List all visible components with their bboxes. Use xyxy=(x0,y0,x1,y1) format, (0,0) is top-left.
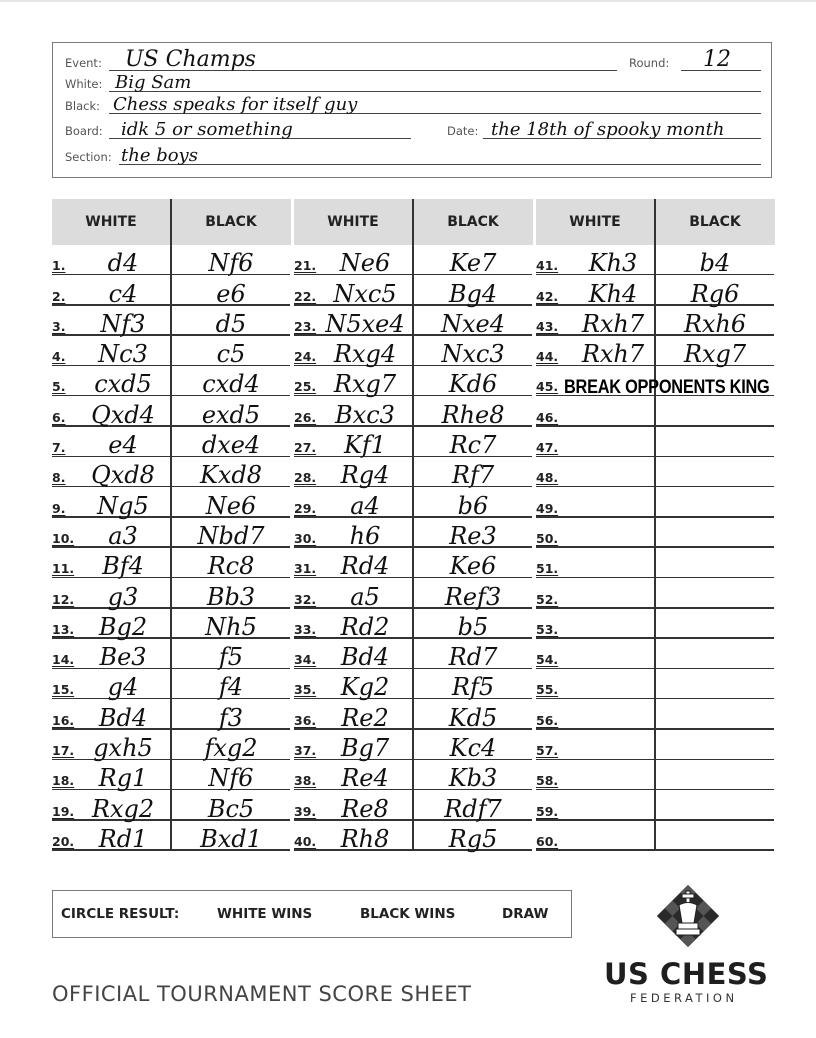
move-number: 32. xyxy=(294,591,317,607)
white-move[interactable]: a5 xyxy=(350,582,380,611)
sheet-title: OFFICIAL TOURNAMENT SCORE SHEET xyxy=(52,982,472,1006)
event-value[interactable]: US Champs xyxy=(125,47,256,72)
move-number: 14. xyxy=(52,652,75,668)
black-wins-option[interactable]: BLACK WINS xyxy=(360,906,456,922)
move-number: 57. xyxy=(536,743,559,759)
white-move[interactable]: Rxg7 xyxy=(333,370,397,399)
round-label: Round: xyxy=(629,56,670,70)
white-move[interactable]: Rxg4 xyxy=(333,340,397,369)
move-number: 34. xyxy=(294,652,317,668)
section-line xyxy=(119,164,761,165)
move-number: 48. xyxy=(536,470,559,486)
move-number: 24. xyxy=(294,349,317,365)
move-number: 27. xyxy=(294,440,317,456)
white-move[interactable]: Rxh7 xyxy=(581,340,645,369)
move-number: 44. xyxy=(536,349,559,365)
move-row xyxy=(294,397,532,427)
board-row xyxy=(65,117,765,141)
move-number: 2. xyxy=(52,288,66,304)
board-label: Board: xyxy=(65,124,103,138)
move-row xyxy=(536,639,774,669)
black-move[interactable]: Rg6 xyxy=(690,279,740,308)
move-number: 43. xyxy=(536,318,559,334)
white-move[interactable]: N5xe4 xyxy=(325,309,405,338)
move-row xyxy=(52,730,290,763)
white-move[interactable]: Re2 xyxy=(341,703,389,732)
black-move[interactable]: f4 xyxy=(218,673,244,702)
move-row xyxy=(536,518,774,548)
move-row xyxy=(536,578,774,608)
black-move[interactable]: Nxe4 xyxy=(440,309,505,338)
move-number: 54. xyxy=(536,652,559,668)
white-move[interactable]: Kf1 xyxy=(343,431,387,460)
move-row xyxy=(294,548,532,581)
move-row xyxy=(536,730,774,760)
move-number: 11. xyxy=(52,561,75,577)
move-number: 20. xyxy=(52,833,75,849)
black-move[interactable]: cxd4 xyxy=(202,370,260,399)
white-move[interactable]: Nf3 xyxy=(100,309,146,338)
move-row xyxy=(294,821,532,851)
move-row xyxy=(294,427,532,460)
white-move[interactable]: Bg7 xyxy=(340,734,390,763)
move-row xyxy=(52,457,290,490)
white-move[interactable]: Rd4 xyxy=(340,552,390,581)
black-move[interactable]: exd5 xyxy=(201,400,261,429)
white-move[interactable]: Kh4 xyxy=(588,279,638,308)
move-row xyxy=(52,336,290,369)
move-number: 9. xyxy=(52,500,66,516)
move-number: 8. xyxy=(52,470,66,486)
move-number: 33. xyxy=(294,621,317,637)
move-row xyxy=(294,669,532,702)
move-row xyxy=(52,609,290,639)
black-move[interactable]: Rg5 xyxy=(448,824,498,853)
black-move[interactable]: b4 xyxy=(699,249,731,278)
black-move[interactable]: Rhe8 xyxy=(441,400,505,429)
white-wins-option[interactable]: WHITE WINS xyxy=(217,906,313,922)
move-row xyxy=(52,306,290,336)
move-row xyxy=(52,548,290,581)
result-label: CIRCLE RESULT: xyxy=(61,906,180,922)
black-move[interactable]: f5 xyxy=(218,643,244,672)
black-move[interactable]: Nh5 xyxy=(205,612,257,641)
white-move[interactable]: Ne6 xyxy=(339,249,391,278)
move-number: 19. xyxy=(52,803,75,819)
white-move[interactable]: Re4 xyxy=(341,764,389,793)
move-column xyxy=(52,199,290,851)
move-number: 3. xyxy=(52,318,66,334)
white-move[interactable]: Bd4 xyxy=(340,643,390,672)
white-move[interactable]: Bd4 xyxy=(98,703,148,732)
board-value[interactable]: idk 5 or something xyxy=(121,119,293,140)
move-number: 59. xyxy=(536,803,559,819)
black-move[interactable]: Nf6 xyxy=(208,249,254,278)
white-move[interactable]: Bg2 xyxy=(98,612,148,641)
white-move[interactable]: h6 xyxy=(349,521,381,550)
move-number: 31. xyxy=(294,561,317,577)
black-move[interactable]: Bg4 xyxy=(448,279,498,308)
move-number: 41. xyxy=(536,258,559,274)
move-row xyxy=(536,548,774,578)
white-move[interactable]: Qxd8 xyxy=(91,461,155,490)
overlay-annotation: BREAK OPPONENTS KING xyxy=(564,377,770,398)
move-row xyxy=(536,487,774,517)
date-label: Date: xyxy=(447,124,479,138)
move-number: 51. xyxy=(536,561,559,577)
move-number: 30. xyxy=(294,530,317,546)
white-move[interactable]: Ng5 xyxy=(97,491,149,520)
move-row xyxy=(52,790,290,823)
black-move[interactable]: f3 xyxy=(218,703,244,732)
move-row xyxy=(52,275,290,308)
row-underline xyxy=(536,849,774,851)
move-number: 56. xyxy=(536,712,559,728)
move-row xyxy=(294,790,532,823)
move-number: 38. xyxy=(294,773,317,789)
black-move[interactable]: Rd7 xyxy=(448,643,498,672)
brand-subtitle: FEDERATION xyxy=(630,991,738,1005)
result-box xyxy=(52,890,572,938)
white-move[interactable]: e4 xyxy=(108,431,138,460)
move-row xyxy=(294,275,532,308)
white-player-value[interactable]: Big Sam xyxy=(115,72,192,93)
white-move[interactable]: Rxh7 xyxy=(581,309,645,338)
white-move[interactable]: d4 xyxy=(107,249,139,278)
white-move[interactable]: g4 xyxy=(107,673,139,702)
white-move[interactable]: Be3 xyxy=(99,643,147,672)
move-number: 60. xyxy=(536,833,559,849)
date-value[interactable]: the 18th of spooky month xyxy=(491,119,725,140)
move-row xyxy=(294,609,532,639)
move-row xyxy=(52,487,290,520)
black-player-value[interactable]: Chess speaks for itself guy xyxy=(113,94,358,115)
move-row xyxy=(536,457,774,487)
section-label: Section: xyxy=(65,150,112,164)
chess-king-diamond-icon xyxy=(655,883,721,953)
black-move[interactable]: Kb3 xyxy=(448,764,498,793)
black-move[interactable]: Ke6 xyxy=(449,552,497,581)
move-number: 52. xyxy=(536,591,559,607)
move-number: 40. xyxy=(294,833,317,849)
move-row xyxy=(536,669,774,699)
move-row xyxy=(536,427,774,457)
black-move[interactable]: Ke7 xyxy=(449,249,497,278)
move-row xyxy=(52,639,290,672)
move-number: 45. xyxy=(536,379,559,395)
move-number: 39. xyxy=(294,803,317,819)
section-value[interactable]: the boys xyxy=(121,145,198,166)
white-move[interactable]: Kg2 xyxy=(340,673,390,702)
white-move[interactable]: Bf4 xyxy=(102,552,144,581)
black-move[interactable]: Re3 xyxy=(449,521,497,550)
move-row xyxy=(52,669,290,702)
move-number: 21. xyxy=(294,258,317,274)
black-move[interactable]: Kxd8 xyxy=(199,461,263,490)
move-row xyxy=(536,275,774,308)
white-move[interactable]: cxd5 xyxy=(94,370,152,399)
move-row xyxy=(294,457,532,490)
black-move[interactable]: Rxg7 xyxy=(683,340,747,369)
move-row xyxy=(536,306,774,336)
move-number: 26. xyxy=(294,409,317,425)
move-number: 53. xyxy=(536,621,559,637)
event-label: Event: xyxy=(65,56,102,70)
move-number: 58. xyxy=(536,773,559,789)
black-move[interactable]: Kc4 xyxy=(449,734,497,763)
move-row xyxy=(294,245,532,278)
white-move[interactable]: g3 xyxy=(107,582,139,611)
black-move[interactable]: b5 xyxy=(457,612,489,641)
move-row xyxy=(52,578,290,611)
white-move[interactable]: Qxd4 xyxy=(91,400,155,429)
white-move[interactable]: Nxc5 xyxy=(333,279,397,308)
move-row xyxy=(52,760,290,793)
move-number: 46. xyxy=(536,409,559,425)
move-number: 47. xyxy=(536,440,559,456)
move-row xyxy=(294,306,532,336)
white-move[interactable]: Rg4 xyxy=(340,461,390,490)
move-row xyxy=(536,821,774,851)
move-row xyxy=(536,245,774,278)
black-move[interactable]: c5 xyxy=(216,340,246,369)
white-move[interactable]: Rxg2 xyxy=(91,794,155,823)
move-row xyxy=(294,578,532,611)
move-number: 4. xyxy=(52,349,66,365)
move-row xyxy=(536,397,774,427)
black-column-header: BLACK xyxy=(171,199,291,245)
white-move[interactable]: Re8 xyxy=(341,794,389,823)
move-number: 36. xyxy=(294,712,317,728)
black-move[interactable]: Kd5 xyxy=(448,703,498,732)
black-move[interactable]: d5 xyxy=(215,309,247,338)
move-row xyxy=(52,700,290,730)
move-number: 49. xyxy=(536,500,559,516)
black-row xyxy=(65,92,765,116)
black-move[interactable]: Ne6 xyxy=(205,491,257,520)
black-move[interactable]: Rdf7 xyxy=(444,794,502,823)
black-move[interactable]: Kd6 xyxy=(448,370,498,399)
draw-option[interactable]: DRAW xyxy=(502,906,549,922)
game-info-box xyxy=(52,42,772,178)
move-row xyxy=(536,700,774,730)
black-column-header: BLACK xyxy=(413,199,533,245)
move-number: 23. xyxy=(294,318,317,334)
move-number: 29. xyxy=(294,500,317,516)
move-row xyxy=(52,821,290,851)
move-number: 55. xyxy=(536,682,559,698)
move-row xyxy=(536,790,774,820)
black-move[interactable]: Rxh6 xyxy=(683,309,747,338)
white-move[interactable]: a3 xyxy=(108,521,138,550)
move-number: 25. xyxy=(294,379,317,395)
move-number: 10. xyxy=(52,530,75,546)
white-move[interactable]: Bxc3 xyxy=(335,400,395,429)
brand-name: US CHESS xyxy=(604,957,769,991)
white-move[interactable]: c4 xyxy=(108,279,138,308)
move-row xyxy=(294,366,532,399)
black-move[interactable]: Rc8 xyxy=(207,552,255,581)
white-column-header: WHITE xyxy=(52,199,170,245)
move-row xyxy=(294,730,532,763)
move-number: 12. xyxy=(52,591,75,607)
move-row xyxy=(52,366,290,399)
black-move[interactable]: e6 xyxy=(216,279,246,308)
black-move[interactable]: Ref3 xyxy=(444,582,502,611)
move-number: 17. xyxy=(52,743,75,759)
section-row xyxy=(65,143,765,167)
move-row xyxy=(536,336,774,369)
white-column-header: WHITE xyxy=(294,199,412,245)
black-move[interactable]: Nf6 xyxy=(208,764,254,793)
white-move[interactable]: Rg1 xyxy=(98,764,148,793)
move-column xyxy=(536,199,774,851)
black-move[interactable]: Nbd7 xyxy=(197,521,265,550)
black-move[interactable]: fxg2 xyxy=(204,734,258,763)
move-number: 35. xyxy=(294,682,317,698)
move-row xyxy=(294,336,532,369)
move-number: 42. xyxy=(536,288,559,304)
black-move[interactable]: Bc5 xyxy=(207,794,255,823)
move-row xyxy=(294,700,532,730)
white-move[interactable]: Nc3 xyxy=(98,340,148,369)
move-number: 6. xyxy=(52,409,66,425)
white-label: White: xyxy=(65,77,103,91)
move-row xyxy=(536,609,774,639)
black-label: Black: xyxy=(65,99,100,113)
white-move[interactable]: a4 xyxy=(350,491,380,520)
move-number: 13. xyxy=(52,621,75,637)
move-row xyxy=(52,518,290,548)
move-number: 22. xyxy=(294,288,317,304)
white-move[interactable]: Kh3 xyxy=(588,249,638,278)
white-move[interactable]: gxh5 xyxy=(93,734,153,763)
round-value[interactable]: 12 xyxy=(703,47,731,72)
move-number: 16. xyxy=(52,712,75,728)
move-column xyxy=(294,199,532,851)
white-move[interactable]: Rd2 xyxy=(340,612,390,641)
move-number: 37. xyxy=(294,743,317,759)
top-edge xyxy=(0,0,816,2)
move-number: 7. xyxy=(52,440,66,456)
black-move[interactable]: Bb3 xyxy=(206,582,256,611)
black-move[interactable]: b6 xyxy=(457,491,489,520)
black-move[interactable]: Rf5 xyxy=(451,673,495,702)
white-move[interactable]: Rh8 xyxy=(340,824,390,853)
move-number: 1. xyxy=(52,258,66,274)
black-move[interactable]: Rc7 xyxy=(449,431,497,460)
move-row xyxy=(294,760,532,793)
move-row xyxy=(294,518,532,548)
move-number: 28. xyxy=(294,470,317,486)
black-move[interactable]: Nxc3 xyxy=(441,340,505,369)
move-row xyxy=(52,427,290,460)
black-column-header: BLACK xyxy=(655,199,775,245)
move-row xyxy=(52,245,290,278)
move-number: 5. xyxy=(52,379,66,395)
move-number: 18. xyxy=(52,773,75,789)
white-row xyxy=(65,70,765,94)
move-row xyxy=(294,639,532,672)
white-column-header: WHITE xyxy=(536,199,654,245)
white-move[interactable]: Rd1 xyxy=(98,824,148,853)
move-row xyxy=(294,487,532,520)
black-move[interactable]: Bxd1 xyxy=(200,824,262,853)
move-row xyxy=(536,760,774,790)
black-move[interactable]: Rf7 xyxy=(451,461,495,490)
black-move[interactable]: dxe4 xyxy=(201,431,261,460)
move-row xyxy=(52,397,290,427)
move-number: 15. xyxy=(52,682,75,698)
move-number: 50. xyxy=(536,530,559,546)
